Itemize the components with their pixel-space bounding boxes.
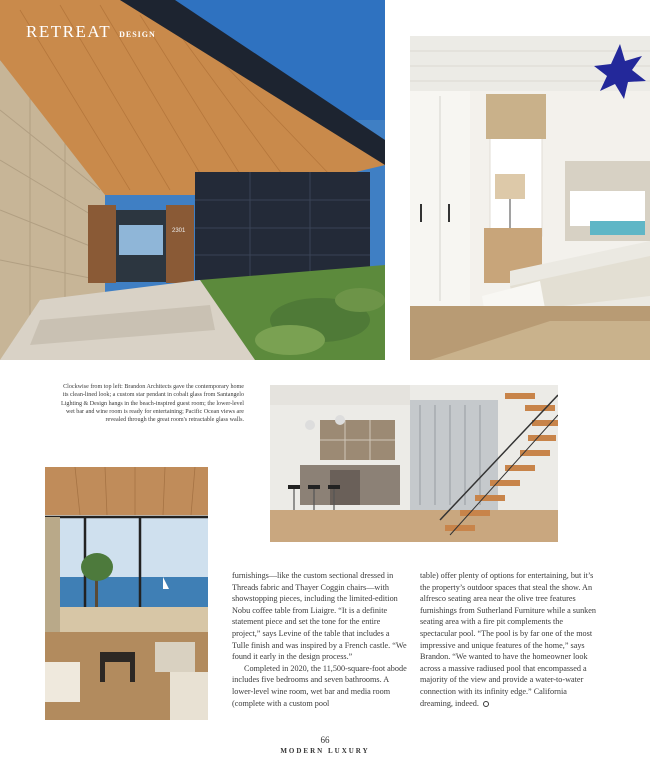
body-paragraph: Completed in 2020, the 11,500-square-foot abode includes five bedrooms and seven bathrooms. A lower-level wine room, wet bar and media room (complete with a custom pool [232, 663, 407, 708]
wet-bar-photo [270, 385, 558, 542]
great-room-photo [45, 467, 208, 720]
body-column-1 [232, 570, 408, 709]
bedroom-photo [410, 36, 650, 360]
end-mark-icon [483, 701, 489, 707]
exterior-photo [0, 0, 385, 360]
section-title: RETREAT [26, 22, 112, 41]
photo-caption: Clockwise from top left: Brandon Architects gave the contemporary home its clean-lined look; a custom star pendant in cobalt glass from Santangelo Lighting & Design hangs in the beach-inspired guest room; the lower-level wet bar and wine room is ready for entertaining; Pacific Ocean views are revealed through the great room's retractable glass walls. [61, 384, 244, 424]
page-header [26, 22, 156, 42]
body-column-2 [420, 570, 596, 709]
page-number: 66 [320, 735, 330, 745]
body-paragraph: furnishings—like the custom sectional dressed in Threads fabric and Thayer Coggin chairs—with showstopping pieces, including the limited-edition Nobu coffee table from Liaigre. “It is a definite statement piece and set the tone for the entire project,” says Levine of the table that includes a Tulle finish and was inspired by a French castle. “We found it early in the design process.” [232, 571, 407, 662]
address-plaque: 2301 [172, 228, 186, 234]
body-paragraph [420, 570, 596, 709]
publication-name: MODERN LUXURY [280, 747, 370, 755]
subsection-title: DESIGN [119, 30, 156, 39]
body-paragraph-text: table) offer plenty of options for entertaining, but it’s the property’s outdoor spaces that steal the show. An alfresco seating area near the olive tree features furnishings from Sutherland Furniture while a sunken seating area with a fire pit complements the spectacular pool. “The pool is by far one of the most impressive and unique features of the home,” says Brandon. “We wanted to have the homeowner look across a massive radiused pool that encompassed a majority of the view and provide a water-to-water connection with its infinity edge.” California dreaming, indeed. [420, 571, 597, 708]
